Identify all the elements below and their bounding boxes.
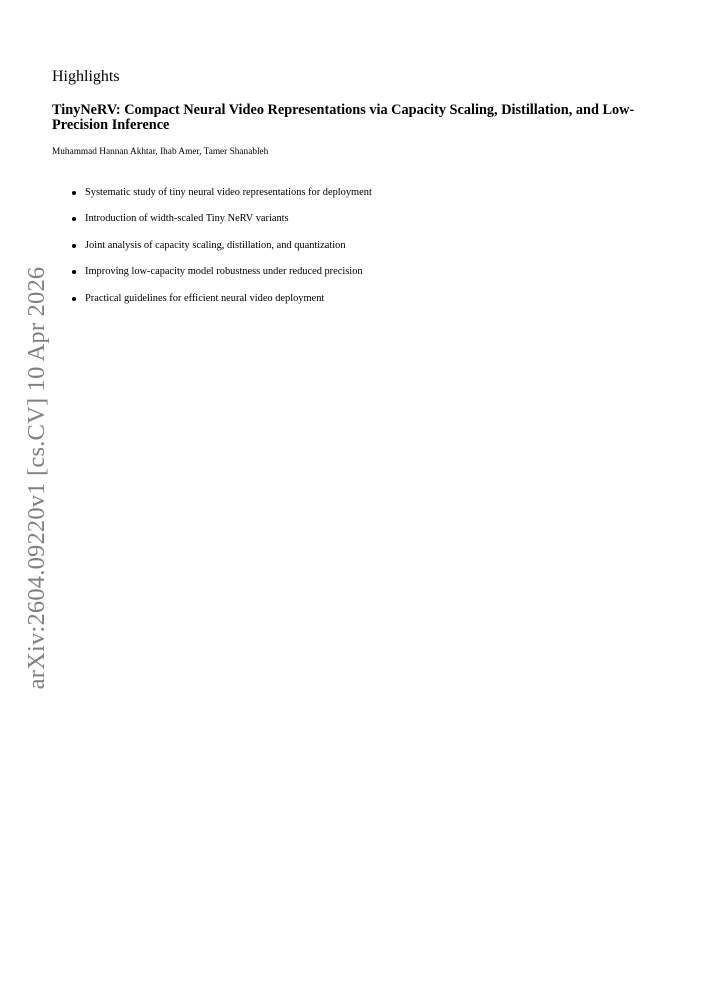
arxiv-identifier-stamp[interactable]: arXiv:2604.09220v1 [cs.CV] 10 Apr 2026 [23, 266, 50, 690]
highlight-text: Systematic study of tiny neural video representations for deployment [85, 187, 372, 198]
highlight-text: Practical guidelines for efficient neural video deployment [85, 292, 325, 304]
highlight-item [52, 186, 372, 212]
highlight-text: Joint analysis of capacity scaling, distillation, and quantization [85, 239, 346, 251]
highlight-item [52, 212, 372, 238]
highlight-text: Improving low-capacity model robustness under reduced precision [85, 266, 363, 278]
bullet-icon [72, 191, 76, 195]
bullet-icon [72, 244, 76, 248]
bullet-icon [72, 297, 76, 301]
bullet-icon [72, 270, 76, 274]
bullet-icon [72, 217, 76, 221]
highlight-text: Introduction of width-scaled Tiny NeRV variants [85, 213, 289, 225]
highlights-heading: Highlights [52, 68, 120, 85]
paper-title: TinyNeRV: Compact Neural Video Representations via Capacity Scaling, Distillation, and Low-Precision Inference [52, 102, 635, 133]
highlight-item [52, 239, 372, 265]
author-list: Muhammad Hannan Akhtar, Ihab Amer, Tamer Shanableh [52, 147, 269, 157]
highlight-item [52, 265, 372, 291]
highlights-list [52, 186, 372, 318]
highlight-item [52, 292, 372, 318]
